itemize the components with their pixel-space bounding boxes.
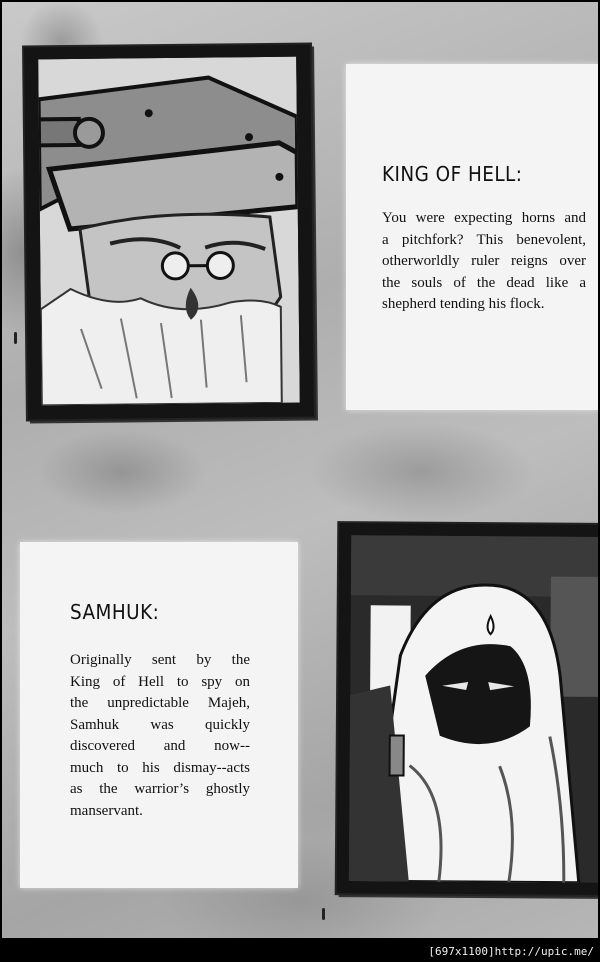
description-line: as the warrior’s ghostly	[70, 781, 250, 797]
description-line: You were expecting horns and	[382, 210, 586, 226]
description-line: Originally sent by the	[70, 652, 250, 668]
samhuk-portrait	[337, 523, 598, 895]
margin-mark	[322, 908, 325, 920]
samhuk-illustration	[349, 535, 598, 883]
king-of-hell-portrait	[24, 45, 314, 420]
description-line: shepherd tending his flock.	[382, 296, 545, 312]
king-of-hell-illustration	[38, 57, 300, 406]
margin-mark	[14, 332, 17, 344]
king-of-hell-description	[382, 208, 586, 316]
description-line: Samhuk was quickly	[70, 716, 250, 733]
description-line: discovered and now--	[70, 738, 250, 754]
description-line: much to his dismay--acts	[70, 759, 250, 776]
watermark: [697x1100]http://upic.me/	[428, 945, 594, 958]
samhuk-textbox	[20, 542, 298, 888]
description-line: the souls of the dead like a	[382, 274, 586, 291]
description-line: the unpredictable Majeh,	[70, 695, 250, 711]
manga-page	[2, 2, 598, 938]
king-of-hell-textbox	[346, 64, 598, 410]
king-of-hell-heading: KING OF HELL:	[382, 162, 523, 186]
description-line: a pitchfork? This benevolent,	[382, 231, 586, 248]
samhuk-description	[70, 650, 250, 822]
description-line: otherworldly ruler reigns over	[382, 253, 586, 269]
description-line: manservant.	[70, 802, 143, 819]
description-line: King of Hell to spy on	[70, 673, 250, 690]
samhuk-heading: SAMHUK:	[70, 600, 160, 624]
